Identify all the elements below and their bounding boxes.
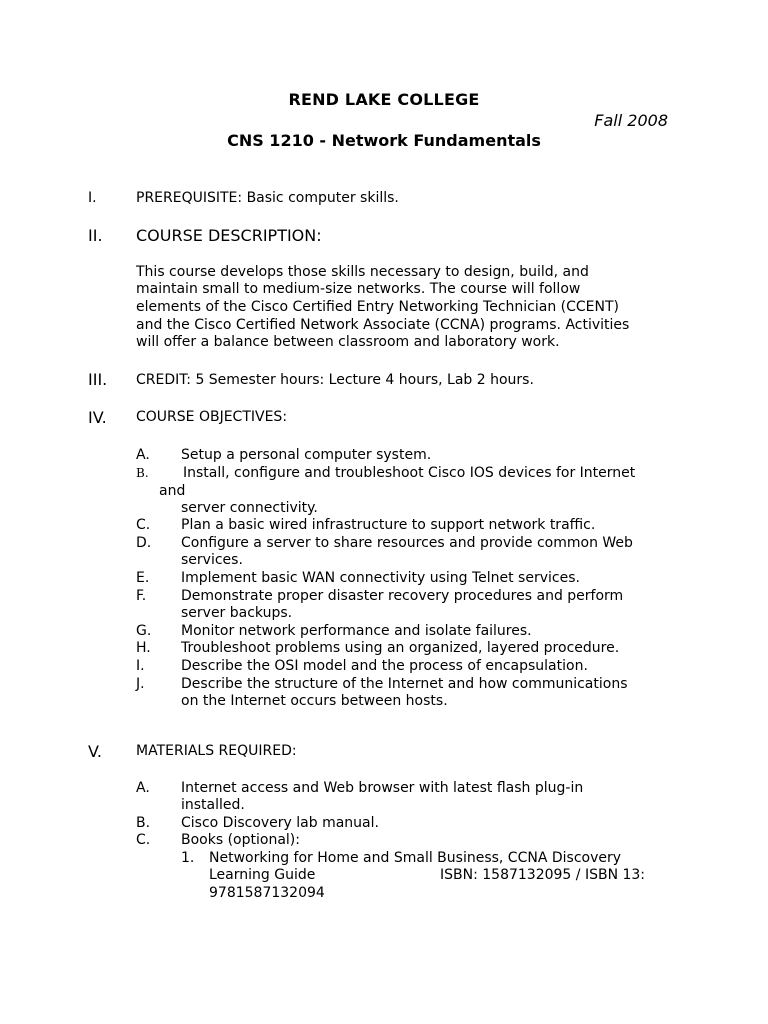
course-title: CNS 1210 - Network Fundamentals xyxy=(227,131,541,150)
objective-text: Implement basic WAN connectivity using Telnet services. xyxy=(181,570,580,586)
course-description-line: will offer a balance between classroom and laboratory work. xyxy=(136,334,560,350)
material-text-continued: installed. xyxy=(181,797,245,813)
objective-text: Demonstrate proper disaster recovery procedures and perform xyxy=(181,588,624,604)
objective-letter: J. xyxy=(136,676,145,692)
objective-letter: A. xyxy=(136,447,150,463)
objective-text-continued: server connectivity. xyxy=(181,500,318,516)
section-5-number: V. xyxy=(88,742,102,761)
objective-letter: I. xyxy=(136,658,145,674)
objective-letter: H. xyxy=(136,640,151,656)
material-text: Internet access and Web browser with latest flash plug-in xyxy=(181,780,584,796)
objective-text-continued: and xyxy=(159,483,186,499)
objective-text: Monitor network performance and isolate failures. xyxy=(181,623,532,639)
section-3-number: III. xyxy=(88,370,108,389)
book-title-continued: Learning Guide xyxy=(209,867,316,883)
book-number: 1. xyxy=(181,850,195,866)
section-2-title: COURSE DESCRIPTION: xyxy=(136,226,322,245)
book-isbn-continued: 9781587132094 xyxy=(209,885,325,901)
course-description-line: maintain small to medium-size networks. The course will follow xyxy=(136,281,581,297)
objective-letter: E. xyxy=(136,570,150,586)
material-letter: C. xyxy=(136,832,151,848)
section-3-credit: CREDIT: 5 Semester hours: Lecture 4 hours, Lab 2 hours. xyxy=(136,372,534,388)
section-4-title: COURSE OBJECTIVES: xyxy=(136,409,288,425)
objective-text-continued: on the Internet occurs between hosts. xyxy=(181,693,448,709)
objective-letter: G. xyxy=(136,623,152,639)
course-description-line: elements of the Cisco Certified Entry Networking Technician (CCENT) xyxy=(136,299,620,315)
objective-text: Configure a server to share resources and provide common Web xyxy=(181,535,633,551)
section-1-prerequisite: PREREQUISITE: Basic computer skills. xyxy=(136,190,399,206)
book-isbn: ISBN: 1587132095 / ISBN 13: xyxy=(440,867,646,883)
objective-letter: C. xyxy=(136,517,151,533)
objective-text: Setup a personal computer system. xyxy=(181,447,432,463)
book-title: Networking for Home and Small Business, CCNA Discovery xyxy=(209,850,622,866)
objective-text-continued: server backups. xyxy=(181,605,293,621)
material-text: Cisco Discovery lab manual. xyxy=(181,815,379,831)
objective-text: Describe the structure of the Internet and how communications xyxy=(181,676,628,692)
section-2-number: II. xyxy=(88,226,103,245)
objective-text: Describe the OSI model and the process of encapsulation. xyxy=(181,658,588,674)
course-description-line: This course develops those skills necessary to design, build, and xyxy=(136,264,589,280)
section-5-title: MATERIALS REQUIRED: xyxy=(136,743,297,759)
objective-text: Troubleshoot problems using an organized, layered procedure. xyxy=(181,640,620,656)
section-1-number: I. xyxy=(88,190,97,206)
section-4-number: IV. xyxy=(88,408,107,427)
objective-letter: B. xyxy=(136,466,149,480)
objective-letter: F. xyxy=(136,588,147,604)
material-letter: A. xyxy=(136,780,150,796)
material-letter: B. xyxy=(136,815,151,831)
objective-text: Plan a basic wired infrastructure to support network traffic. xyxy=(181,517,596,533)
course-description-line: and the Cisco Certified Network Associate (CCNA) programs. Activities xyxy=(136,317,630,333)
objective-text: Install, configure and troubleshoot Cisco IOS devices for Internet xyxy=(183,465,636,481)
objective-letter: D. xyxy=(136,535,152,551)
objective-text-continued: services. xyxy=(181,552,243,568)
college-name: REND LAKE COLLEGE xyxy=(288,90,480,109)
material-text: Books (optional): xyxy=(181,832,300,848)
term-label: Fall 2008 xyxy=(594,111,668,130)
